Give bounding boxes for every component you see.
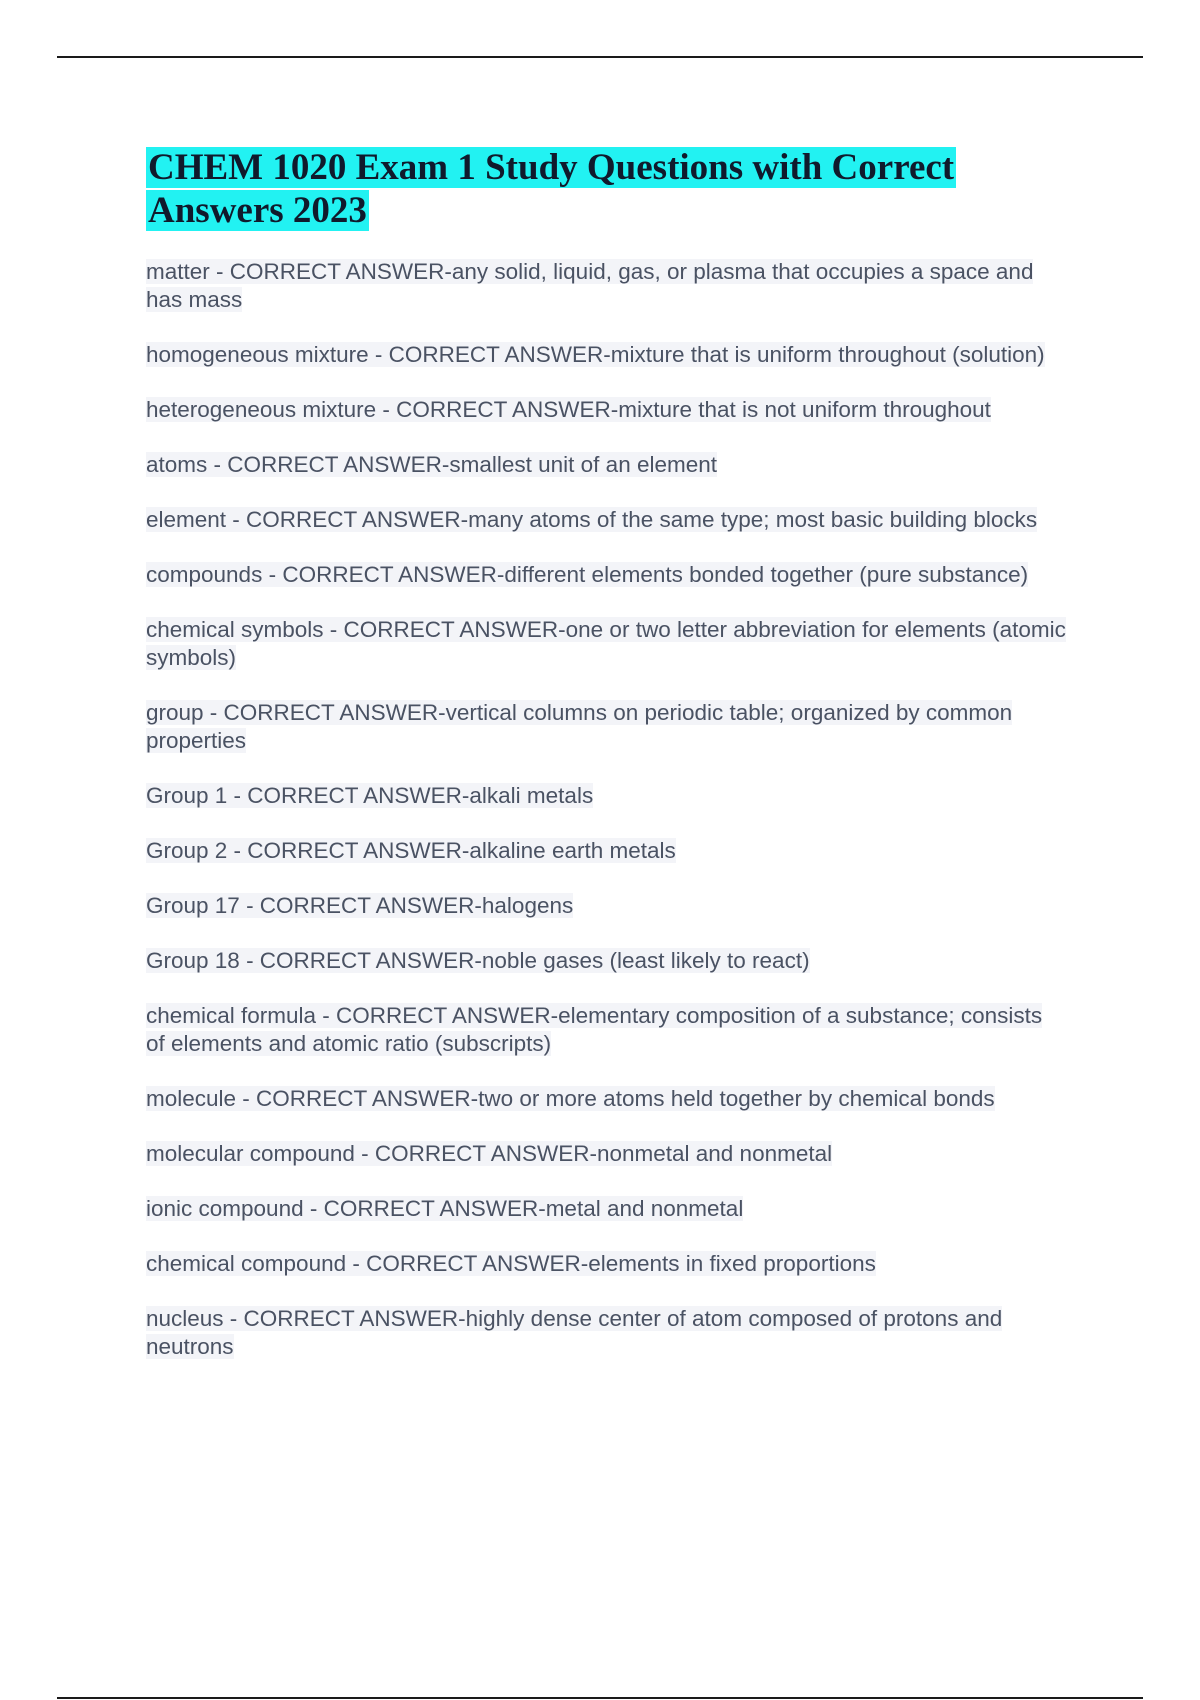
flashcard-entry: nucleus - CORRECT ANSWER-highly dense center of atom composed of protons and neutrons — [146, 1306, 1003, 1359]
flashcard-entry: chemical formula - CORRECT ANSWER-elementary composition of a substance; consists of elements and atomic ratio (subscripts) — [146, 1003, 1043, 1056]
document-title — [146, 146, 1046, 232]
flashcard-entry: element - CORRECT ANSWER-many atoms of the same type; most basic building blocks — [146, 507, 1038, 532]
header-rule — [57, 56, 1143, 58]
flashcard-list — [146, 258, 1066, 1388]
flashcard-entry: heterogeneous mixture - CORRECT ANSWER-mixture that is not uniform throughout — [146, 397, 991, 422]
flashcard-entry: matter - CORRECT ANSWER-any solid, liquid, gas, or plasma that occupies a space and has mass — [146, 259, 1034, 312]
flashcard-entry: compounds - CORRECT ANSWER-different elements bonded together (pure substance) — [146, 562, 1029, 587]
flashcard-entry: molecular compound - CORRECT ANSWER-nonmetal and nonmetal — [146, 1141, 833, 1166]
flashcard-entry: atoms - CORRECT ANSWER-smallest unit of an element — [146, 452, 718, 477]
flashcard-entry: molecule - CORRECT ANSWER-two or more atoms held together by chemical bonds — [146, 1086, 995, 1111]
flashcard-entry: ionic compound - CORRECT ANSWER-metal and nonmetal — [146, 1196, 744, 1221]
flashcard-entry: Group 17 - CORRECT ANSWER-halogens — [146, 893, 574, 918]
document-title-block — [146, 146, 1046, 232]
flashcard-entry: homogeneous mixture - CORRECT ANSWER-mixture that is uniform throughout (solution) — [146, 342, 1045, 367]
flashcard-entry: Group 18 - CORRECT ANSWER-noble gases (least likely to react) — [146, 948, 810, 973]
footer-rule — [57, 1697, 1143, 1699]
flashcard-entry: Group 2 - CORRECT ANSWER-alkaline earth metals — [146, 838, 676, 863]
flashcard-entry: group - CORRECT ANSWER-vertical columns on periodic table; organized by common properties — [146, 700, 1013, 753]
flashcard-entry: Group 1 - CORRECT ANSWER-alkali metals — [146, 783, 594, 808]
flashcard-entry: chemical symbols - CORRECT ANSWER-one or two letter abbreviation for elements (atomic symbols) — [146, 617, 1066, 670]
flashcard-entry: chemical compound - CORRECT ANSWER-elements in fixed proportions — [146, 1251, 876, 1276]
title-highlight: CHEM 1020 Exam 1 Study Questions with Correct Answers 2023 — [148, 147, 955, 231]
